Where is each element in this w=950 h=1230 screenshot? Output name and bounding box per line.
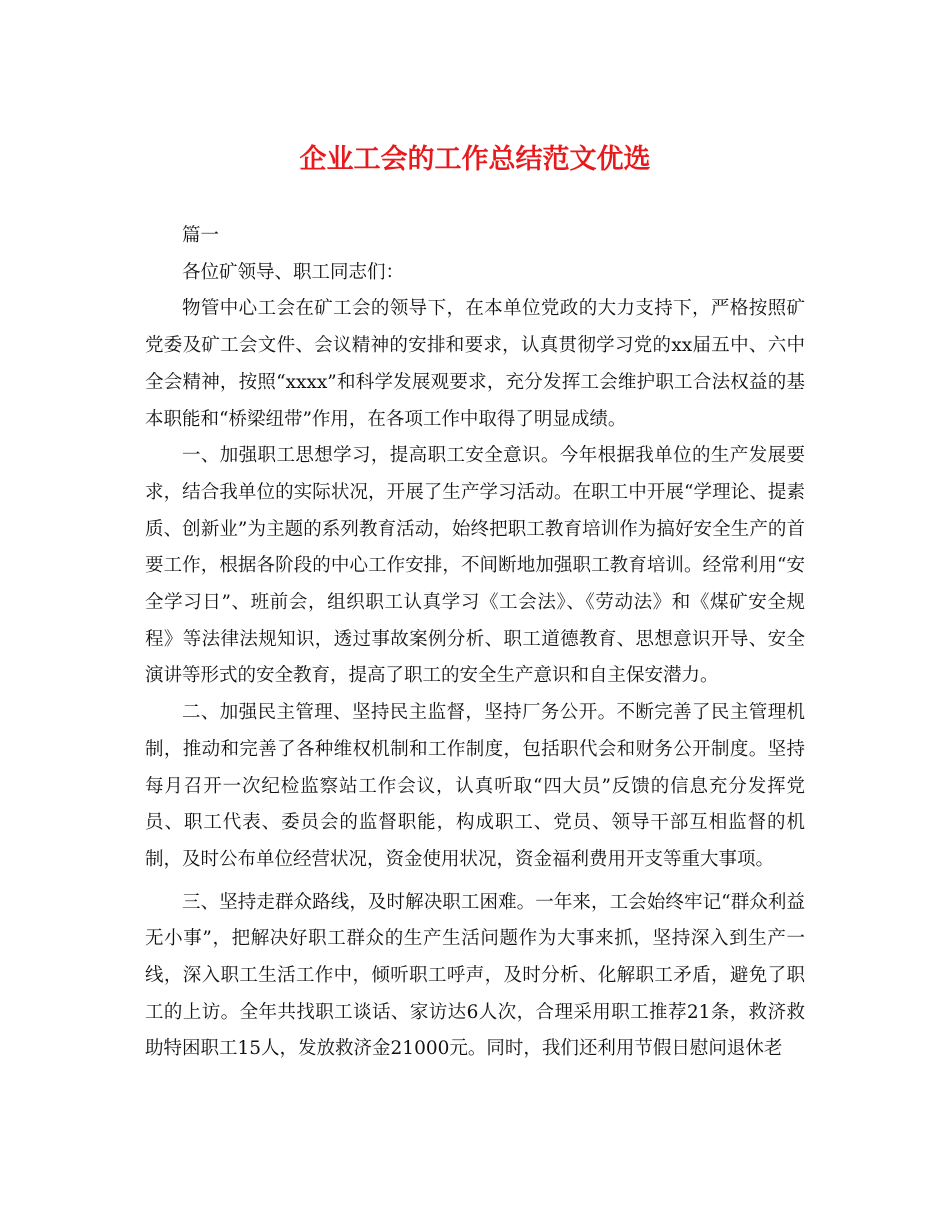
document-title: 企业工会的工作总结范文优选 bbox=[299, 144, 651, 175]
section-heading: 篇一 bbox=[182, 225, 220, 246]
salutation: 各位矿领导、职工同志们： bbox=[182, 261, 405, 283]
paragraph-point-1: 一、加强职工思想学习，提高职工安全意识。今年根据我单位的生产发展要求，结合我单位的实际状况，开展了生产学习活动。在职工中开展“学理论、提素质、创新业”为主题的系列教育活动，始终把职工教育培训作为搞好安全生产的首要工作，根据各阶段的中心工作安排，不间断地加强职工教育培训。经常利用“安全学习日”、班前会，组织职工认真学习《工会法》、《劳动法》和《煤矿安全规程》等法律法规知识，透过事故案例分析、职工道德教育、思想意识开导、安全演讲等形式的安全教育，提高了职工的安全生产意识和自主保安潜力。 bbox=[145, 445, 805, 687]
document-body bbox=[145, 218, 805, 1068]
paragraph-intro: 物管中心工会在矿工会的领导下，在本单位党政的大力支持下，严格按照矿党委及矿工会文件、会议精神的安排和要求，认真贯彻学习党的xx届五中、六中全会精神，按照“xxxx”和科学发展观要求，充分发挥工会维护职工合法权益的基本职能和“桥梁纽带”作用，在各项工作中取得了明显成绩。 bbox=[145, 298, 805, 430]
paragraph-point-3: 三、坚持走群众路线，及时解决职工困难。一年来，工会始终牢记“群众利益无小事”，把解决好职工群众的生产生活问题作为大事来抓，坚持深入到生产一线，深入职工生活工作中，倾听职工呼声，及时分析、化解职工矛盾，避免了职工的上访。全年共找职工谈话、家访达6人次，合理采用职工推荐21条，救济救助特困职工15人，发放救济金21000元。同时，我们还利用节假日慰问退休老 bbox=[145, 891, 805, 1060]
paragraph-point-2: 二、加强民主管理、坚持民主监督，坚持厂务公开。不断完善了民主管理机制，推动和完善了各种维权机制和工作制度，包括职代会和财务公开制度。坚持每月召开一次纪检监察站工作会议，认真听取“四大员”反馈的信息充分发挥党员、职工代表、委员会的监督职能，构成职工、党员、领导干部互相监督的机制，及时公布单位经营状况，资金使用状况，资金福利费用开支等重大事项。 bbox=[145, 702, 805, 870]
